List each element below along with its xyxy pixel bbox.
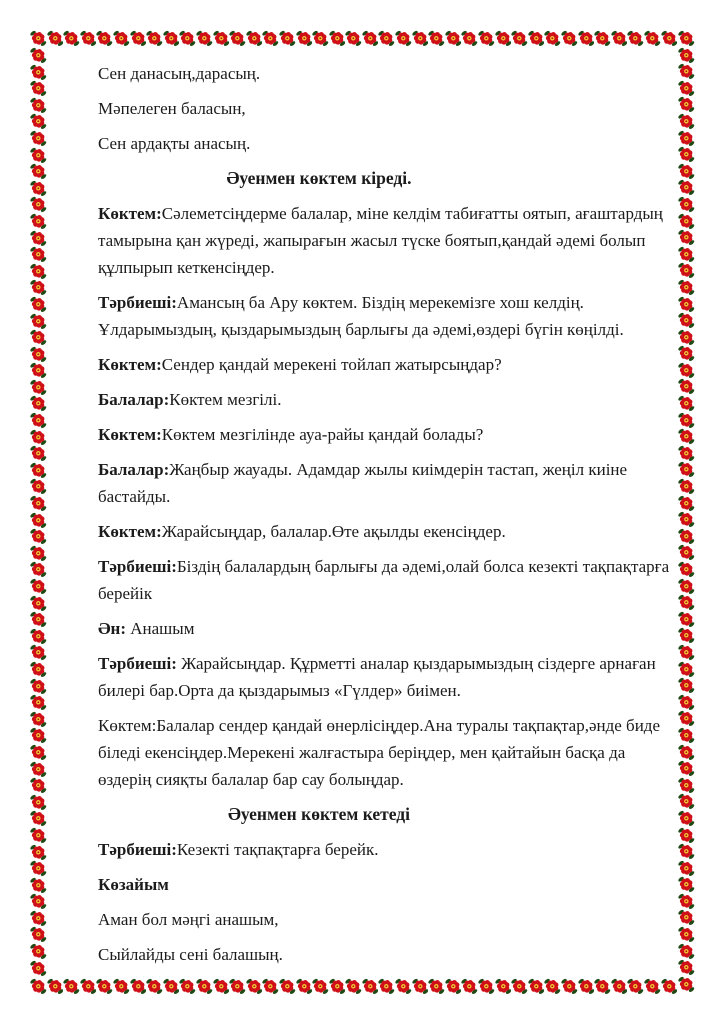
flower-icon xyxy=(678,727,695,744)
dialogue-paragraph: Көктем:Сәлеметсіңдерме балалар, міне келдім табиғатты оятып, ағаштардың тамырына қан жүреді, жапырағын жасыл түске боятып,қандай әдемі болып құлпырып кеткенсіңдер. xyxy=(98,204,663,277)
flower-icon xyxy=(30,761,47,778)
flower-icon xyxy=(594,978,611,995)
flower-icon xyxy=(478,978,495,995)
flower-icon xyxy=(678,47,695,64)
flower-icon xyxy=(678,296,695,313)
flower-icon xyxy=(678,793,695,810)
dialogue-paragraph: Ән: Анашым xyxy=(98,619,195,638)
flower-icon xyxy=(678,511,695,528)
flower-icon xyxy=(30,777,47,794)
flower-icon xyxy=(30,346,47,363)
flower-icon xyxy=(30,578,47,595)
dialogue-paragraph: Тәрбиеші:Амансың ба Ару көктем. Біздің мерекемізге хош келдің. Ұлдарымыздың, қыздарымыздың барлығы да әдемі,өздері бүгін көңілді. xyxy=(98,293,624,339)
flower-icon xyxy=(96,30,113,47)
flower-icon xyxy=(329,978,346,995)
flower-icon xyxy=(678,976,695,993)
flower-icon xyxy=(279,978,296,995)
flower-icon xyxy=(113,978,130,995)
flower-icon xyxy=(678,329,695,346)
flower-icon xyxy=(678,528,695,545)
flower-icon xyxy=(262,30,279,47)
dialogue-paragraph: Балалар:Жаңбыр жауады. Адамдар жылы киімдерін тастап, жеңіл киіне бастайды. xyxy=(98,460,628,506)
flower-icon xyxy=(246,978,263,995)
flower-icon xyxy=(678,810,695,827)
flower-icon xyxy=(30,130,47,147)
flower-icon xyxy=(678,544,695,561)
flower-icon xyxy=(678,312,695,329)
flower-icon xyxy=(478,30,495,47)
flower-icon xyxy=(312,30,329,47)
speaker-label: Ән: xyxy=(98,619,127,638)
dialogue-paragraph: Балалар:Көктем мезгілі. xyxy=(98,390,282,409)
flower-icon xyxy=(362,978,379,995)
speaker-label: Көктем: xyxy=(98,355,162,374)
flower-icon xyxy=(30,30,47,47)
flower-icon xyxy=(30,196,47,213)
flower-icon xyxy=(678,594,695,611)
flower-icon xyxy=(644,30,661,47)
flower-icon xyxy=(30,628,47,645)
flower-icon xyxy=(30,213,47,230)
speaker-label: Көктем: xyxy=(98,204,162,223)
flower-icon xyxy=(30,561,47,578)
flower-icon xyxy=(678,694,695,711)
flower-icon xyxy=(30,943,47,960)
dialogue-paragraph: Тәрбиеші:Кезекті тақпақтарға берейк. xyxy=(98,840,379,859)
flower-icon xyxy=(511,978,528,995)
flower-icon xyxy=(395,978,412,995)
flower-icon xyxy=(30,844,47,861)
flower-icon xyxy=(678,412,695,429)
flower-icon xyxy=(329,30,346,47)
flower-icon xyxy=(678,80,695,97)
flower-icon xyxy=(345,30,362,47)
flower-icon xyxy=(678,262,695,279)
flower-icon xyxy=(594,30,611,47)
flower-icon xyxy=(678,611,695,628)
flower-icon xyxy=(30,263,47,280)
flower-icon xyxy=(678,445,695,462)
poem-line: Сен ардақты анасың. xyxy=(98,134,251,153)
flower-icon xyxy=(544,978,561,995)
flower-icon xyxy=(196,30,213,47)
flower-icon xyxy=(678,860,695,877)
flower-icon xyxy=(661,30,678,47)
flower-icon xyxy=(63,978,80,995)
flower-icon xyxy=(113,30,130,47)
flower-icon xyxy=(678,677,695,694)
flower-icon xyxy=(345,978,362,995)
flower-icon xyxy=(511,30,528,47)
poem-line: Аман бол мәңгі анашым, xyxy=(98,910,279,929)
flower-icon xyxy=(678,279,695,296)
flower-icon xyxy=(30,978,47,995)
flower-icon xyxy=(412,30,429,47)
speaker-label: Балалар: xyxy=(98,390,170,409)
flower-icon xyxy=(678,378,695,395)
flower-icon xyxy=(163,978,180,995)
flower-icon xyxy=(47,30,64,47)
document-body xyxy=(98,60,670,976)
flower-icon xyxy=(678,661,695,678)
poem-line: Сен данасың,дарасың. xyxy=(98,64,261,83)
border-top xyxy=(30,30,678,47)
flower-icon xyxy=(611,978,628,995)
flower-icon xyxy=(461,30,478,47)
flower-icon xyxy=(30,163,47,180)
speaker-label: Көктем: xyxy=(98,522,162,541)
flower-icon xyxy=(428,978,445,995)
flower-icon xyxy=(30,445,47,462)
flower-icon xyxy=(146,978,163,995)
flower-icon xyxy=(678,113,695,130)
flower-icon xyxy=(213,978,230,995)
flower-icon xyxy=(30,462,47,479)
flower-icon xyxy=(30,230,47,247)
flower-icon xyxy=(30,877,47,894)
flower-icon xyxy=(395,30,412,47)
flower-icon xyxy=(179,978,196,995)
flower-icon xyxy=(30,545,47,562)
flower-icon xyxy=(30,794,47,811)
flower-icon xyxy=(528,30,545,47)
flower-icon xyxy=(678,229,695,246)
dialogue-paragraph: Тәрбиеші:Біздің балалардың барлығы да әдемі,олай болса кезекті тақпақтарға берейік xyxy=(98,557,670,603)
flower-icon xyxy=(130,30,147,47)
flower-icon xyxy=(561,978,578,995)
flower-icon xyxy=(229,978,246,995)
flower-icon xyxy=(246,30,263,47)
flower-icon xyxy=(30,180,47,197)
flower-icon xyxy=(678,710,695,727)
speaker-label: Тәрбиеші: xyxy=(98,654,177,673)
speaker-label: Тәрбиеші: xyxy=(98,293,177,312)
speaker-label: Тәрбиеші: xyxy=(98,840,177,859)
flower-icon xyxy=(30,860,47,877)
flower-icon xyxy=(678,461,695,478)
flower-icon xyxy=(80,30,97,47)
flower-icon xyxy=(213,30,230,47)
dialogue-paragraph: Көктем:Жарайсыңдар, балалар.Өте ақылды екенсіңдер. xyxy=(98,522,506,541)
flower-icon xyxy=(678,130,695,147)
flower-icon xyxy=(678,246,695,263)
flower-icon xyxy=(578,30,595,47)
flower-icon xyxy=(146,30,163,47)
flower-icon xyxy=(30,279,47,296)
flower-icon xyxy=(30,910,47,927)
flower-icon xyxy=(445,30,462,47)
flower-icon xyxy=(30,412,47,429)
flower-icon xyxy=(378,30,395,47)
flower-icon xyxy=(30,694,47,711)
flower-icon xyxy=(30,960,47,977)
speaker-label: Балалар: xyxy=(98,460,170,479)
flower-icon xyxy=(30,429,47,446)
flower-icon xyxy=(544,30,561,47)
flower-icon xyxy=(678,909,695,926)
flower-icon xyxy=(30,64,47,81)
flower-icon xyxy=(678,760,695,777)
flower-icon xyxy=(262,978,279,995)
flower-icon xyxy=(678,362,695,379)
flower-icon xyxy=(412,978,429,995)
flower-icon xyxy=(179,30,196,47)
flower-icon xyxy=(678,959,695,976)
flower-icon xyxy=(678,478,695,495)
flower-icon xyxy=(30,810,47,827)
flower-icon xyxy=(445,978,462,995)
flower-icon xyxy=(30,661,47,678)
flower-icon xyxy=(678,893,695,910)
flower-icon xyxy=(30,893,47,910)
flower-icon xyxy=(678,744,695,761)
flower-icon xyxy=(296,30,313,47)
flower-icon xyxy=(678,163,695,180)
flower-icon xyxy=(30,744,47,761)
flower-icon xyxy=(63,30,80,47)
speaker-label: Көктем: xyxy=(98,425,162,444)
dialogue-paragraph: Тәрбиеші: Жарайсыңдар. Құрметті аналар қыздарымыздың сіздерге арнаған билері бар.Орта да қыздарымыз «Гүлдер» биімен. xyxy=(98,654,656,700)
flower-icon xyxy=(30,80,47,97)
flower-icon xyxy=(30,926,47,943)
flower-icon xyxy=(30,97,47,114)
flower-icon xyxy=(30,47,47,64)
speaker-label: Тәрбиеші: xyxy=(98,557,177,576)
flower-icon xyxy=(678,213,695,230)
flower-icon xyxy=(495,978,512,995)
flower-icon xyxy=(611,30,628,47)
flower-icon xyxy=(678,843,695,860)
flower-icon xyxy=(678,63,695,80)
flower-icon xyxy=(461,978,478,995)
flower-icon xyxy=(428,30,445,47)
flower-icon xyxy=(30,512,47,529)
poem-line: Сыйлайды сені балашың. xyxy=(98,945,283,964)
flower-icon xyxy=(678,561,695,578)
flower-icon xyxy=(578,978,595,995)
section-heading: Әуенмен көктем кетеді xyxy=(228,804,410,824)
dialogue-paragraph: Көктем:Балалар сендер қандай өнерлісіңдер.Ана туралы тақпақтар,әнде биде біледі екенсіңдер.Мерекені жалғастыра беріңдер, мен қайтайын басқа да өздерің сияқты балалар бар сау болыңдар. xyxy=(98,716,660,789)
flower-icon xyxy=(678,876,695,893)
flower-icon xyxy=(130,978,147,995)
flower-icon xyxy=(678,179,695,196)
dialogue-paragraph: Көктем:Сендер қандай мерекені тойлап жатырсыңдар? xyxy=(98,355,502,374)
flower-icon xyxy=(30,495,47,512)
flower-icon xyxy=(30,113,47,130)
flower-icon xyxy=(644,978,661,995)
border-right xyxy=(678,30,695,995)
flower-icon xyxy=(80,978,97,995)
flower-icon xyxy=(362,30,379,47)
flower-icon xyxy=(678,644,695,661)
flower-icon xyxy=(30,528,47,545)
flower-icon xyxy=(30,827,47,844)
border-left xyxy=(30,47,47,978)
bold-line: Көзайым xyxy=(98,875,169,894)
flower-icon xyxy=(30,595,47,612)
section-heading: Әуенмен көктем кіреді. xyxy=(226,168,412,188)
flower-icon xyxy=(279,30,296,47)
flower-icon xyxy=(163,30,180,47)
flower-icon xyxy=(528,978,545,995)
flower-icon xyxy=(678,428,695,445)
flower-icon xyxy=(495,30,512,47)
flower-icon xyxy=(678,96,695,113)
flower-icon xyxy=(30,678,47,695)
flower-icon xyxy=(627,30,644,47)
flower-icon xyxy=(678,345,695,362)
flower-icon xyxy=(30,727,47,744)
flower-icon xyxy=(312,978,329,995)
flower-icon xyxy=(678,395,695,412)
flower-icon xyxy=(678,943,695,960)
flower-icon xyxy=(96,978,113,995)
flower-icon xyxy=(678,578,695,595)
flower-icon xyxy=(30,711,47,728)
flower-icon xyxy=(30,296,47,313)
flower-icon xyxy=(30,329,47,346)
flower-icon xyxy=(678,827,695,844)
border-bottom xyxy=(30,978,678,995)
flower-icon xyxy=(627,978,644,995)
flower-icon xyxy=(678,495,695,512)
flower-icon xyxy=(678,926,695,943)
flower-icon xyxy=(47,978,64,995)
poem-line: Мәпелеген баласын, xyxy=(98,99,246,118)
flower-icon xyxy=(378,978,395,995)
flower-icon xyxy=(30,147,47,164)
flower-icon xyxy=(30,478,47,495)
flower-icon xyxy=(30,644,47,661)
flower-icon xyxy=(30,313,47,330)
dialogue-paragraph: Көктем:Көктем мезгілінде ауа-райы қандай болады? xyxy=(98,425,484,444)
flower-icon xyxy=(30,246,47,263)
flower-icon xyxy=(30,362,47,379)
flower-icon xyxy=(296,978,313,995)
flower-icon xyxy=(561,30,578,47)
flower-icon xyxy=(196,978,213,995)
flower-icon xyxy=(229,30,246,47)
flower-icon xyxy=(30,395,47,412)
flower-icon xyxy=(678,627,695,644)
flower-icon xyxy=(678,146,695,163)
flower-icon xyxy=(661,978,678,995)
flower-icon xyxy=(678,777,695,794)
flower-icon xyxy=(30,611,47,628)
flower-icon xyxy=(678,30,695,47)
flower-icon xyxy=(30,379,47,396)
flower-icon xyxy=(678,196,695,213)
